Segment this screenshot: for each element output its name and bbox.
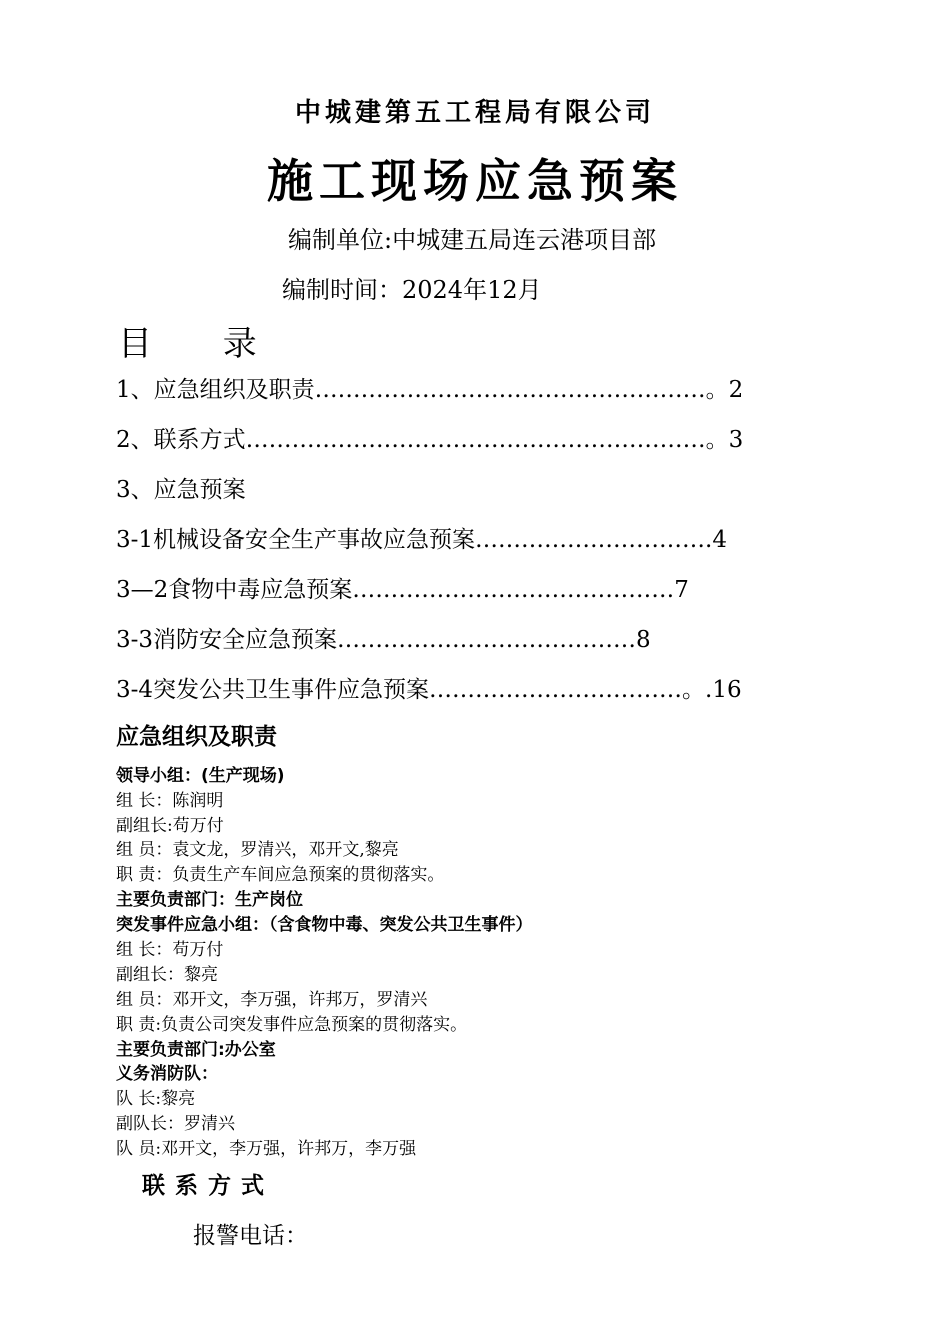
toc-item: 3、应急预案 — [116, 477, 246, 503]
toc-item: 2、联系方式……………………………………………………。3 — [116, 427, 744, 453]
toc-item: 3-1机械设备安全生产事故应急预案………………………….4 — [116, 527, 727, 553]
compiling-unit: 编制单位:中城建五局连云港项目部 — [288, 226, 657, 254]
member-line: 组 员：袁文龙，罗清兴，邓开文,黎亮 — [116, 840, 399, 860]
department-line: 主要负责部门:办公室 — [116, 1040, 276, 1060]
section-title: 应急组织及职责 — [116, 724, 277, 750]
company-name: 中城建第五工程局有限公司 — [294, 98, 655, 128]
department-line: 主要负责部门：生产岗位 — [116, 890, 303, 910]
contact-title: 联系方式 — [142, 1173, 274, 1199]
duty-line: 职 责:负责公司突发事件应急预案的贯彻落实。 — [116, 1015, 468, 1035]
member-line: 副组长：黎亮 — [116, 965, 218, 985]
member-line: 队 长:黎亮 — [116, 1089, 196, 1109]
member-line: 队 员:邓开文，李万强，许邦万，李万强 — [116, 1139, 417, 1159]
group-heading: 义务消防队： — [116, 1064, 218, 1084]
duty-line: 职 责：负责生产车间应急预案的贯彻落实。 — [116, 865, 445, 885]
document-title: 施工现场应急预案 — [267, 154, 683, 208]
toc-item: 1、应急组织及职责……………………………………………。2 — [116, 377, 744, 403]
member-line: 副队长：罗清兴 — [116, 1114, 235, 1134]
member-line: 组 长：苟万付 — [116, 940, 224, 960]
toc-item: 3-4突发公共卫生事件应急预案……………………………。.16 — [116, 677, 742, 703]
compiling-date: 编制时间：2024年12月 — [282, 276, 542, 304]
toc-heading: 目 录 — [118, 324, 287, 364]
group-heading: 领导小组：(生产现场) — [116, 766, 285, 786]
member-line: 副组长:苟万付 — [116, 816, 224, 836]
toc-item: 3-3消防安全应急预案…………………………………8 — [116, 627, 651, 653]
alarm-phone-label: 报警电话： — [193, 1223, 308, 1249]
toc-item: 3—2食物中毒应急预案……………………………………7 — [116, 577, 689, 603]
group-heading: 突发事件应急小组：（含食物中毒、突发公共卫生事件） — [116, 915, 533, 935]
member-line: 组 员：邓开文，李万强，许邦万，罗清兴 — [116, 990, 428, 1010]
member-line: 组 长：陈润明 — [116, 791, 224, 811]
